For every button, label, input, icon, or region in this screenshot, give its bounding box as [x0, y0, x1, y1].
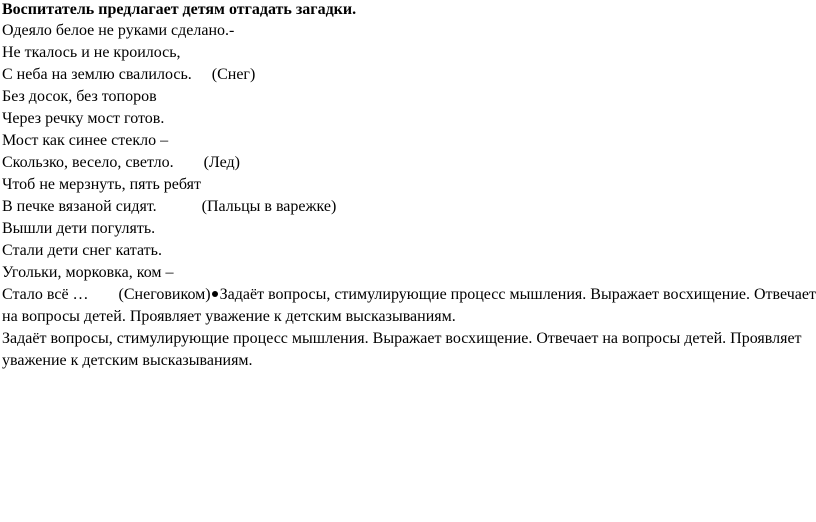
heading: Воспитатель предлагает детям отгадать загадки. [2, 1, 357, 18]
document-body [2, 0, 816, 372]
riddle1-answer: (Снег) [211, 66, 256, 83]
paragraph-line2: уважение к детским высказываниям. [2, 352, 253, 369]
riddle4-line3: Угольки, морковка, ком – [2, 264, 174, 281]
riddle1-line3-row [2, 64, 812, 86]
riddle4-line4-row [2, 284, 816, 306]
riddle1-line1: Одеяло белое не руками сделано.- [2, 22, 235, 39]
riddle4-line2: Стали дети снег катать. [2, 242, 162, 259]
riddle2-line1: Без досок, без топоров [2, 88, 157, 105]
riddle3-answer: (Пальцы в варежке) [201, 198, 337, 215]
bullet-icon [212, 291, 218, 297]
column-text-part2: на вопросы детей. Проявляет уважение к детским высказываниям. [2, 308, 456, 325]
riddle4-answer: (Снеговиком) [118, 286, 211, 303]
riddle2-line3: Мост как синее стекло – [2, 132, 169, 149]
riddle2-line4: Скользко, весело, светло. [2, 154, 174, 171]
riddle4-line4: Стало всё … [2, 286, 89, 303]
riddle3-line2: В печке вязаной сидят. [2, 198, 157, 215]
riddle1-line2: Не ткалось и не кроилось, [2, 44, 181, 61]
column-text-part1: Задаёт вопросы, стимулирующие процесс мышления. Выражает восхищение. Отвечает [219, 286, 816, 303]
riddle2-line4-row [2, 152, 812, 174]
riddle2-line2: Через речку мост готов. [2, 110, 165, 127]
riddle3-line2-row [2, 196, 812, 218]
riddle2-answer: (Лед) [203, 154, 241, 171]
riddle4-line1: Вышли дети погулять. [2, 220, 156, 237]
riddle1-line3: С неба на землю свалилось. [2, 66, 192, 83]
riddle3-line1: Чтоб не мерзнуть, пять ребят [2, 176, 201, 193]
paragraph-line1: Задаёт вопросы, стимулирующие процесс мышления. Выражает восхищение. Отвечает на вопросы детей. Проявляет [2, 330, 802, 347]
